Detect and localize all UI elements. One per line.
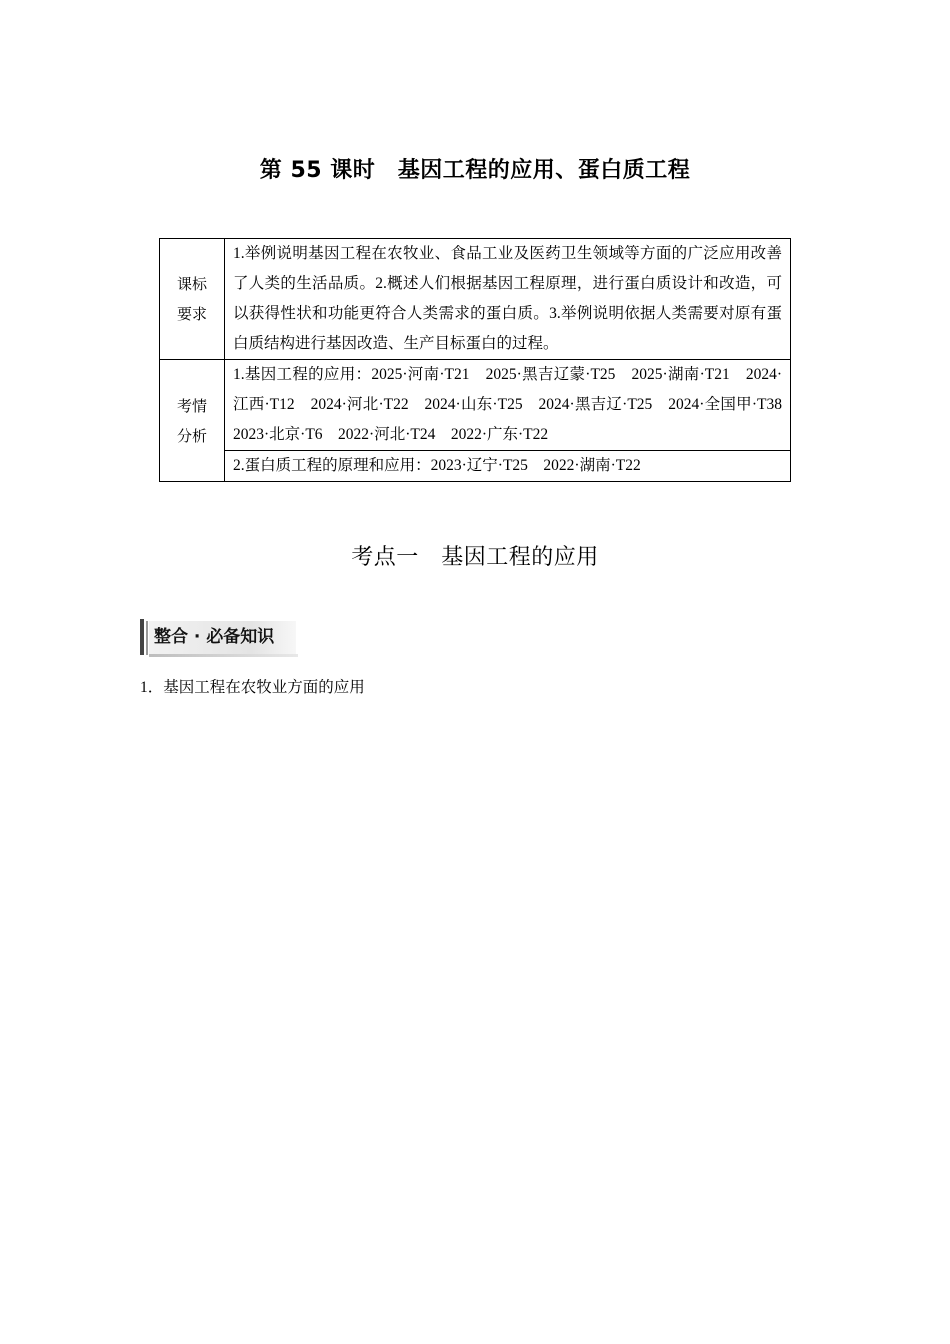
curriculum-label-line1: 课标 <box>176 275 207 293</box>
table-row-exam-analysis <box>160 360 791 451</box>
exam-label-line2: 分析 <box>176 426 207 445</box>
curriculum-label-cell <box>160 239 225 360</box>
lesson-title: 第 55 课时 基因工程的应用、蛋白质工程 <box>259 158 691 183</box>
exam-analysis-item-1: 1.基因工程的应用：2025·河南·T21 2025·黑吉辽蒙·T25 2025·湖南·T21 2024·江西·T12 2024·河北·T22 2024·山东·T25 2024·黑吉辽·T25 2024·全国甲·T38 2023·北京·T6 2022·河北·T24 2022·广东·T22 <box>225 360 791 451</box>
table-row-curriculum <box>160 239 791 360</box>
curriculum-label-line2: 要求 <box>176 305 207 323</box>
paragraph-1: 1．基因工程在农牧业方面的应用 <box>140 679 365 696</box>
curriculum-info-table <box>159 238 798 482</box>
module-tag <box>140 619 298 657</box>
tag-shadow <box>149 654 298 657</box>
module-tag-label: 整合 · 必备知识 <box>154 627 275 647</box>
exam-label-line1: 考情 <box>176 396 207 415</box>
tag-bar-light <box>146 621 148 655</box>
exam-analysis-label-cell <box>160 360 225 482</box>
table-row-exam-analysis-2 <box>160 451 791 482</box>
section-title: 考点一 基因工程的应用 <box>351 545 599 570</box>
curriculum-requirements-text: 1.举例说明基因工程在农牧业、食品工业及医药卫生领域等方面的广泛应用改善了人类的生活品质。2.概述人们根据基因工程原理，进行蛋白质设计和改造，可以获得性状和功能更符合人类需求的蛋白质。3.举例说明依据人类需要对原有蛋白质结构进行基因改造、生产目标蛋白的过程。 <box>225 239 791 360</box>
tag-bar-dark <box>140 619 144 655</box>
exam-analysis-item-2: 2.蛋白质工程的原理和应用：2023·辽宁·T25 2022·湖南·T22 <box>225 451 791 482</box>
